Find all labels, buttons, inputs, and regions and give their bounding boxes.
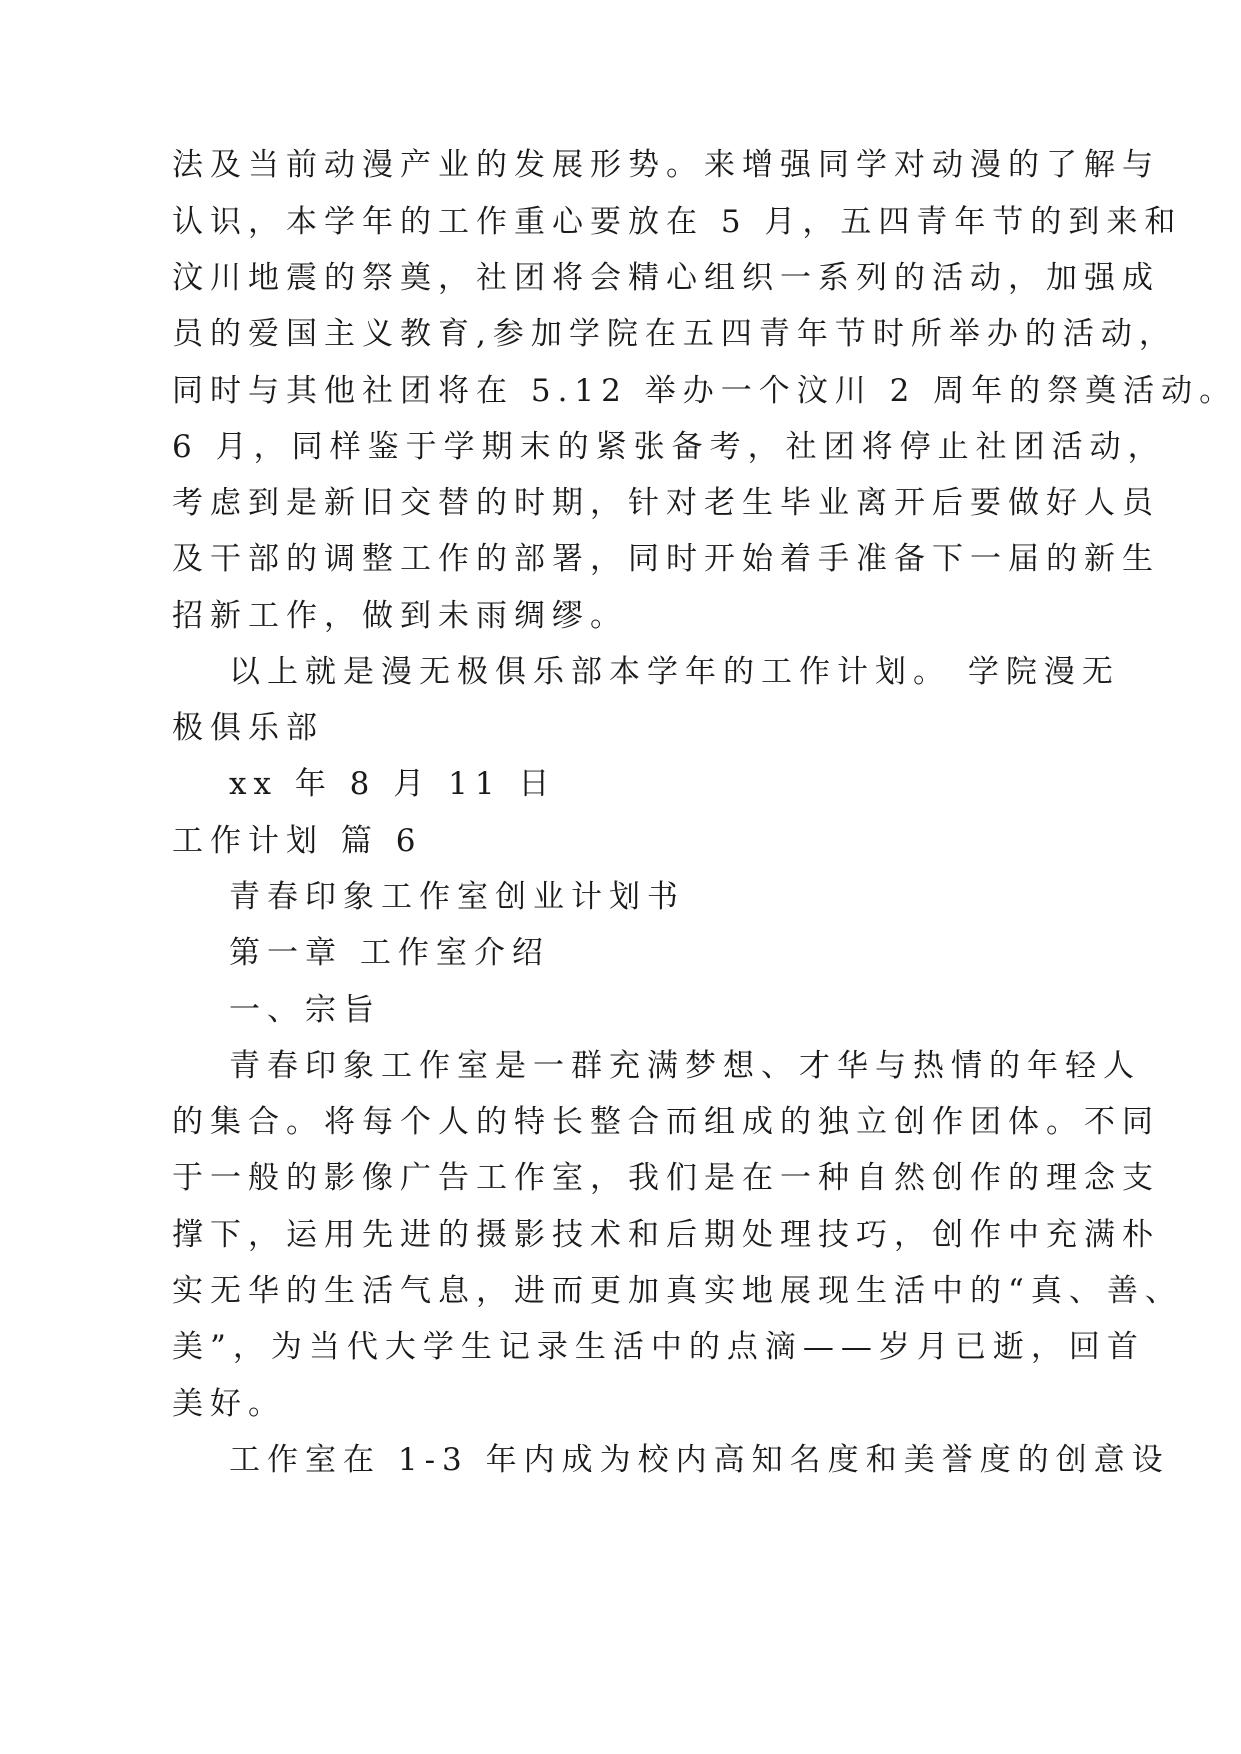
text-line: 极俱乐部 bbox=[172, 710, 324, 746]
text-line: 美好。 bbox=[172, 1386, 286, 1422]
text-line: 青春印象工作室是一群充满梦想、才华与热情的年轻人 bbox=[229, 1048, 1141, 1084]
text-line: 法及当前动漫产业的发展形势。来增强同学对动漫的了解与 bbox=[172, 147, 1160, 183]
text-line: 汶川地震的祭奠，社团将会精心组织一系列的活动，加强成 bbox=[172, 260, 1160, 296]
text-line: 考虑到是新旧交替的时期，针对老生毕业离开后要做好人员 bbox=[172, 485, 1160, 521]
document-title: 青春印象工作室创业计划书 bbox=[229, 879, 685, 915]
text-line: 6 月，同样鉴于学期末的紧张备考，社团将停止社团活动， bbox=[172, 429, 1166, 465]
text-line: 美”，为当代大学生记录生活中的点滴——岁月已逝，回首 bbox=[172, 1329, 1145, 1365]
text-line: 实无华的生活气息，进而更加真实地展现生活中的“真、善、 bbox=[172, 1273, 1183, 1309]
subsection-heading: 一、宗旨 bbox=[229, 992, 381, 1028]
text-line: 撑下，运用先进的摄影技术和后期处理技巧，创作中充满朴 bbox=[172, 1217, 1160, 1253]
text-line: 及干部的调整工作的部署，同时开始着手准备下一届的新生 bbox=[172, 541, 1160, 577]
text-line: 的集合。将每个人的特长整合而组成的独立创作团体。不同 bbox=[172, 1104, 1160, 1140]
date-line: xx 年 8 月 11 日 bbox=[229, 766, 557, 802]
text-line: 以上就是漫无极俱乐部本学年的工作计划。 学院漫无 bbox=[229, 654, 1120, 690]
text-line: 员的爱国主义教育,参加学院在五四青年节时所举办的活动， bbox=[172, 316, 1177, 352]
section-heading: 工作计划 篇 6 bbox=[172, 823, 423, 859]
text-line: 认识，本学年的工作重心要放在 5 月，五四青年节的到来和 bbox=[172, 204, 1183, 240]
chapter-heading: 第一章 工作室介绍 bbox=[229, 935, 550, 971]
text-line: 同时与其他社团将在 5.12 举办一个汶川 2 周年的祭奠活动。 bbox=[172, 373, 1238, 409]
text-line: 工作室在 1-3 年内成为校内高知名度和美誉度的创意设 bbox=[229, 1442, 1170, 1478]
text-line: 于一般的影像广告工作室，我们是在一种自然创作的理念支 bbox=[172, 1160, 1160, 1196]
text-line: 招新工作，做到未雨绸缪。 bbox=[172, 598, 628, 634]
